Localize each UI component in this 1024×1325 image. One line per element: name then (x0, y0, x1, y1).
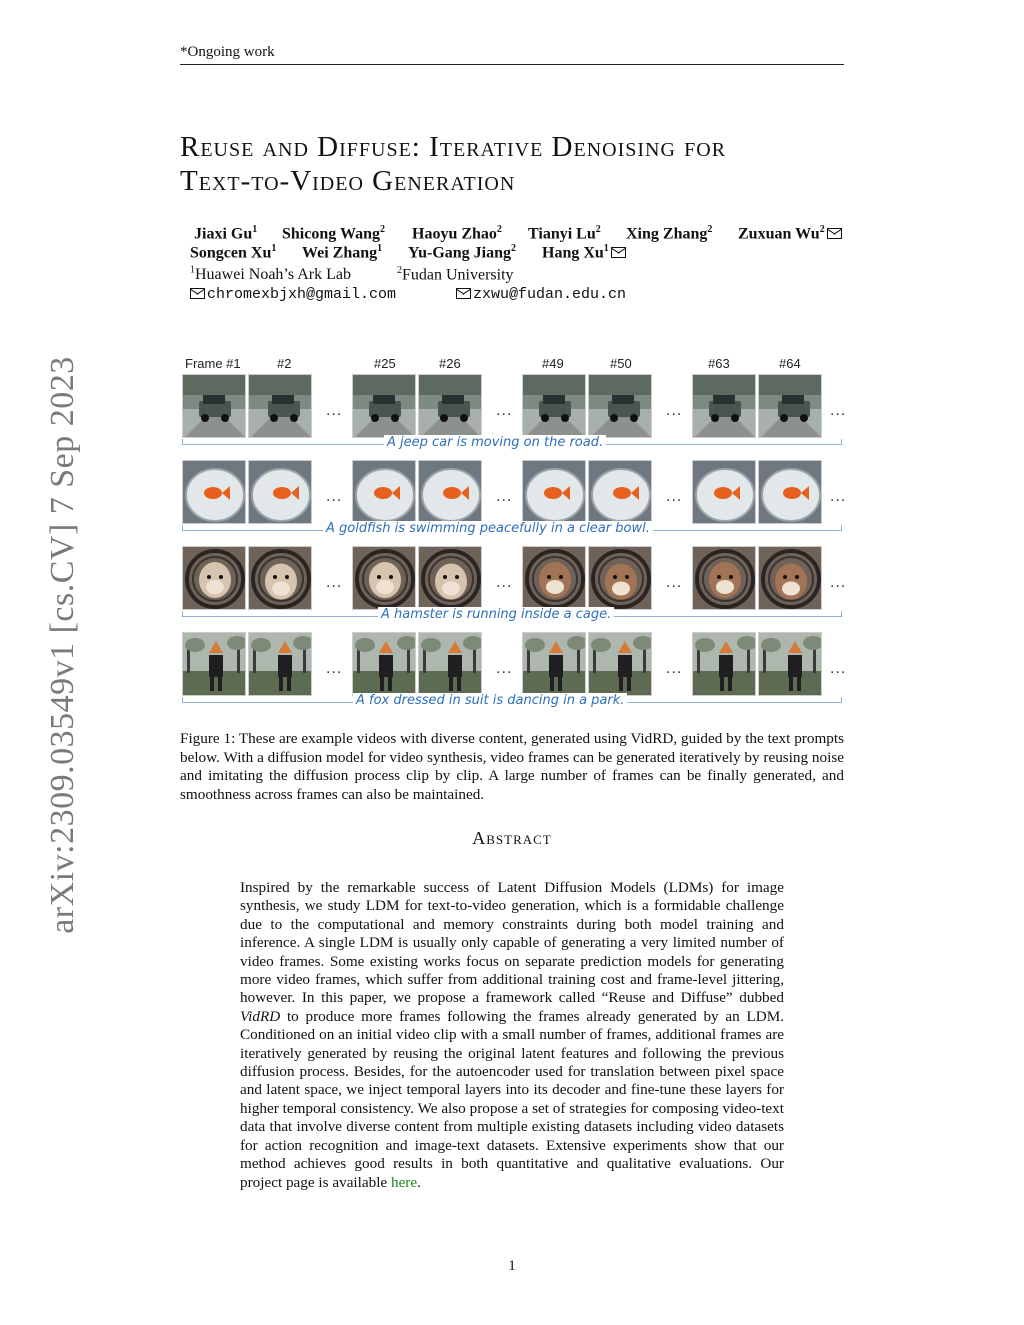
envelope-icon (827, 228, 842, 239)
frame-label: #64 (779, 356, 801, 371)
video-frame-thumbnail (182, 460, 246, 524)
text-prompt: A fox dressed in suit is dancing in a park. (353, 693, 627, 708)
video-frame-thumbnail (248, 546, 312, 610)
abstract-heading: Abstract (472, 828, 552, 848)
author: Zuxuan Wu$^2$ (738, 224, 844, 243)
ellipsis: ... (496, 402, 513, 419)
video-frame-thumbnail (588, 632, 652, 696)
author: Yu-Gang Jiang$^2$ (408, 243, 516, 262)
video-frame-thumbnail (418, 460, 482, 524)
ellipsis: ... (326, 660, 343, 677)
paper-title (180, 130, 844, 198)
text-prompt: A goldfish is swimming peacefully in a clear bowl. (323, 521, 653, 536)
caption-bracket-tick (182, 611, 183, 617)
frame-label: Frame #1 (185, 356, 241, 371)
video-frame-thumbnail (588, 374, 652, 438)
affiliation: $^2$Fudan University (397, 265, 514, 284)
author: Wei Zhang$^1$ (302, 243, 383, 262)
affiliation: $^1$Huawei Noah’s Ark Lab (190, 265, 351, 284)
caption-bracket-tick (182, 439, 183, 445)
author: Xing Zhang$^2$ (626, 224, 713, 243)
video-frame-thumbnail (522, 546, 586, 610)
caption-bracket-tick (841, 439, 842, 445)
ellipsis: ... (830, 402, 847, 419)
video-frame-thumbnail (182, 374, 246, 438)
video-frame-thumbnail (352, 632, 416, 696)
video-frame-thumbnail (248, 374, 312, 438)
video-frame-thumbnail (692, 460, 756, 524)
video-frame-thumbnail (522, 460, 586, 524)
video-frame-thumbnail (692, 374, 756, 438)
caption-bracket-tick (841, 611, 842, 617)
page-number: 1 (508, 1258, 516, 1274)
video-frame-thumbnail (418, 374, 482, 438)
caption-bracket-tick (182, 697, 183, 703)
project-page-link[interactable]: here (390, 1173, 418, 1191)
ellipsis: ... (666, 488, 683, 505)
video-frame-thumbnail (248, 632, 312, 696)
ellipsis: ... (666, 574, 683, 591)
frame-label: #25 (374, 356, 396, 371)
video-frame-thumbnail (758, 632, 822, 696)
frame-label: #2 (277, 356, 292, 371)
email-link[interactable]: chromexbjxh@gmail.com (190, 286, 396, 303)
ellipsis: ... (496, 574, 513, 591)
video-frame-thumbnail (758, 374, 822, 438)
ellipsis: ... (496, 488, 513, 505)
header-rule (180, 64, 844, 65)
text-prompt: A jeep car is moving on the road. (384, 435, 606, 450)
ellipsis: ... (830, 660, 847, 677)
video-frame-thumbnail (522, 374, 586, 438)
affiliations (190, 265, 514, 284)
text-prompt: A hamster is running inside a cage. (378, 607, 614, 622)
video-frame-thumbnail (522, 632, 586, 696)
author: Songcen Xu$^1$ (190, 243, 277, 262)
video-frame-thumbnail (352, 374, 416, 438)
figure-1 (180, 350, 850, 720)
author: Shicong Wang$^2$ (282, 224, 385, 243)
title-line-2: Text-to-Video Generation (180, 165, 516, 197)
author: Jiaxi Gu$^1$ (194, 224, 258, 243)
frame-label: #49 (542, 356, 564, 371)
video-frame-thumbnail (182, 546, 246, 610)
email-link[interactable]: zxwu@fudan.edu.cn (456, 286, 626, 303)
author: Hang Xu$^1$ (542, 243, 628, 262)
author: Haoyu Zhao$^2$ (412, 224, 502, 243)
envelope-icon (190, 288, 205, 299)
frame-label: #63 (708, 356, 730, 371)
video-frame-thumbnail (692, 546, 756, 610)
caption-bracket-tick (182, 525, 183, 531)
video-frame-thumbnail (758, 546, 822, 610)
ellipsis: ... (326, 488, 343, 505)
frame-label: #50 (610, 356, 632, 371)
header-note: *Ongoing work (180, 44, 275, 60)
caption-bracket-tick (841, 525, 842, 531)
video-frame-thumbnail (352, 460, 416, 524)
video-frame-thumbnail (352, 546, 416, 610)
ellipsis: ... (666, 660, 683, 677)
video-frame-thumbnail (692, 632, 756, 696)
ellipsis: ... (830, 574, 847, 591)
arxiv-identifier: arXiv:2309.03549v1 [cs.CV] 7 Sep 2023 (44, 356, 81, 934)
video-frame-thumbnail (418, 546, 482, 610)
video-frame-thumbnail (418, 632, 482, 696)
video-frame-thumbnail (588, 546, 652, 610)
video-frame-thumbnail (248, 460, 312, 524)
caption-bracket-tick (841, 697, 842, 703)
title-line-1: Reuse and Diffuse: Iterative Denoising for (180, 131, 727, 163)
video-frame-thumbnail (588, 460, 652, 524)
emails (190, 286, 627, 303)
ellipsis: ... (326, 574, 343, 591)
video-frame-thumbnail (182, 632, 246, 696)
abstract-text: Inspired by the remarkable success of Latent Diffusion Models (LDMs) for image synthesis, we study LDM for text-to-video generation, which is a formidable challenge due to the computational and memory constraints during both model training and inference. A single LDM is usually only capable of generating a very limited number of video frames. Some existing works focus on separate prediction models for generating more video frames, which suffer from additional training cost and frame-level jittering, however. In this paper, we propose a framework called “Reuse and Diffuse” dubbed VidRD to produce more frames following the frames already generated by an LDM. Conditioned on an initial video clip with a small number of frames, additional frames are iteratively generated by reusing the original latent features and following the previous diffusion process. Besides, for the autoencoder used for translation between pixel space and latent space, we inject temporal layers into its decoder and fine-tune these layers for higher temporal consistency. We also propose a set of strategies for composing video-text data that involve diverse content from multiple existing datasets including video datasets for action recognition and image-text datasets. Extensive experiments show that our method achieves good results in both quantitative and qualitative evaluations. Our project page is available here. (240, 879, 784, 1191)
ellipsis: ... (666, 402, 683, 419)
frame-label: #26 (439, 356, 461, 371)
ellipsis: ... (496, 660, 513, 677)
ellipsis: ... (830, 488, 847, 505)
ellipsis: ... (326, 402, 343, 419)
envelope-icon (611, 247, 626, 258)
figure-caption: Figure 1: These are example videos with diverse content, generated using VidRD, guided by the text prompts below. With a diffusion model for video synthesis, video frames can be generated iteratively by reusing noise and imitating the diffusion process clip by clip. A large number of frames can be finally generated, and smoothness across frames can also be maintained. (180, 730, 844, 803)
author: Tianyi Lu$^2$ (528, 224, 601, 243)
method-name: VidRD (240, 1007, 281, 1025)
video-frame-thumbnail (758, 460, 822, 524)
envelope-icon (456, 288, 471, 299)
